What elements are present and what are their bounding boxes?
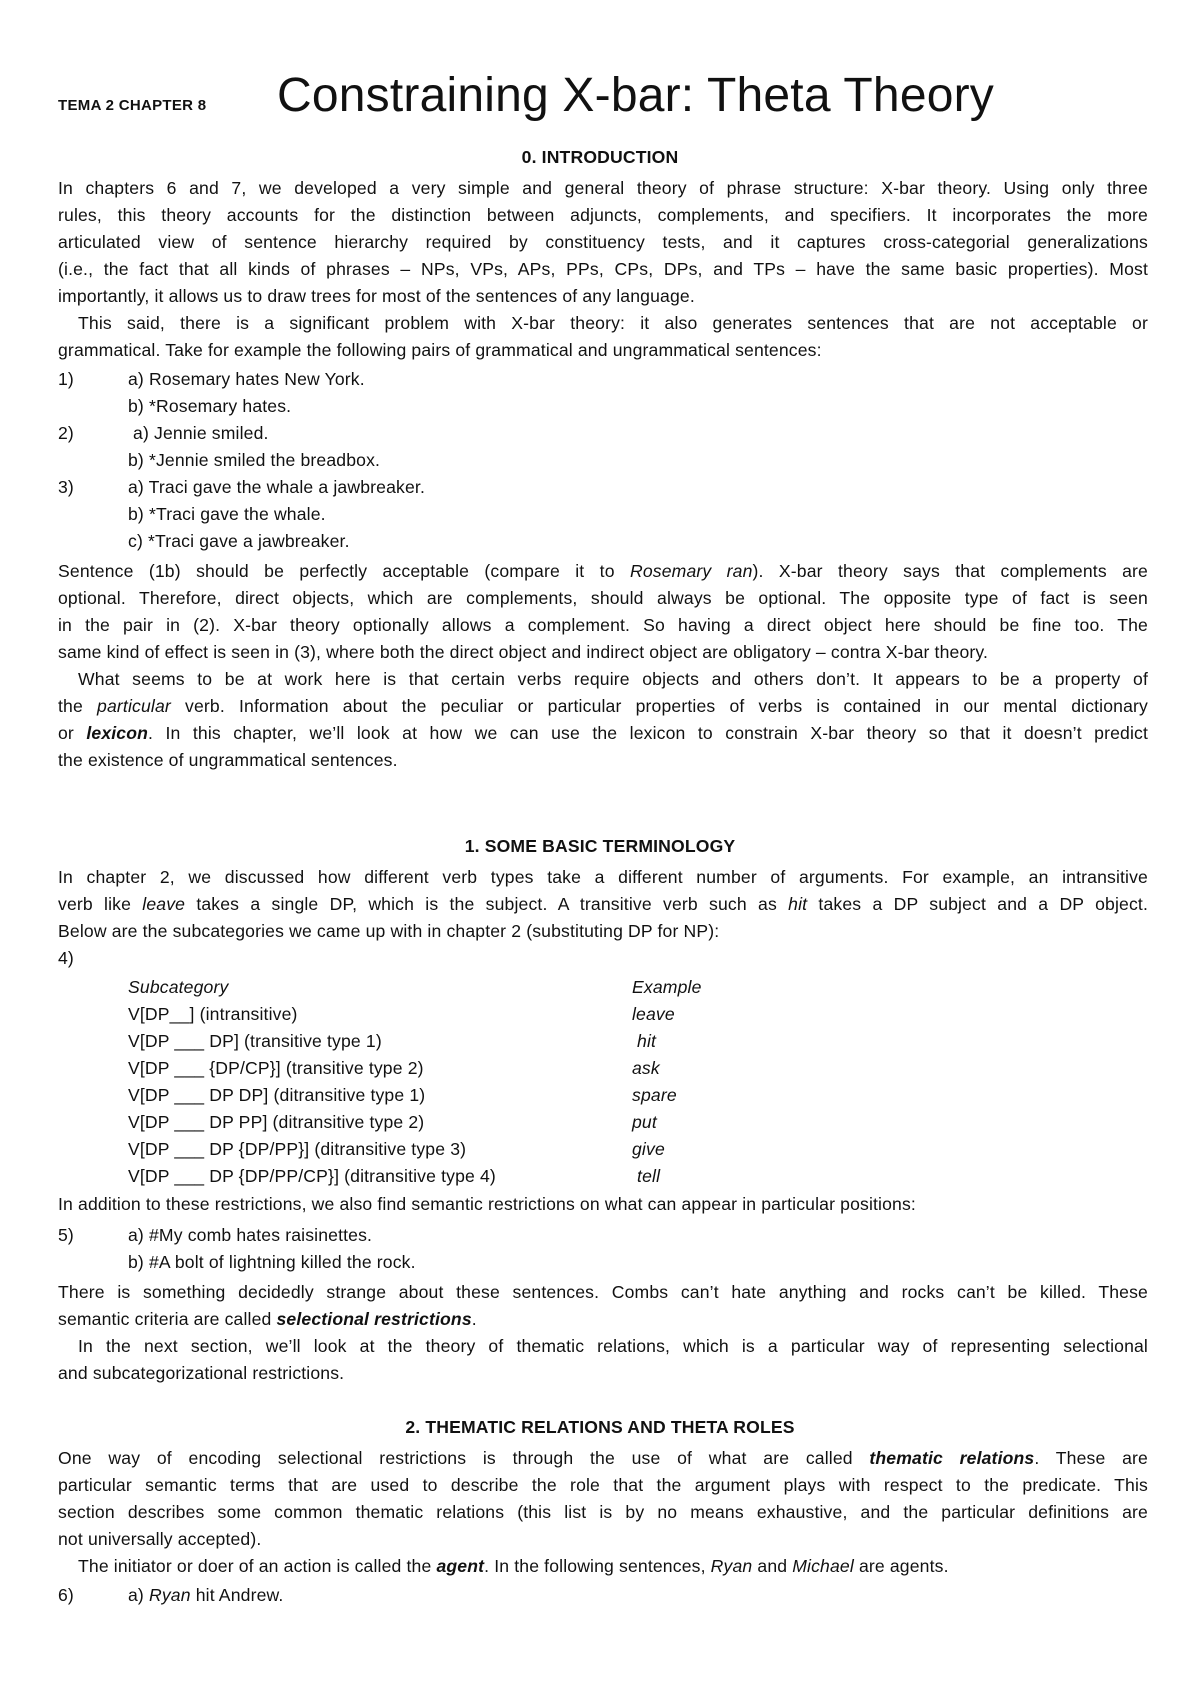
italic-term: leave	[142, 894, 186, 914]
chapter-label: TEMA 2 CHAPTER 8	[58, 97, 207, 114]
s1-p3-line	[58, 1306, 1148, 1333]
text-span: hit Andrew.	[190, 1585, 284, 1605]
intro-p1-line: In chapters 6 and 7, we developed a very simple and general theory of phrase structure: X-bar theory. Using only three	[58, 178, 1148, 198]
intro-p3-line	[58, 558, 1148, 585]
s1-p1-line: Below are the subcategories we came up with in chapter 2 (substituting DP for NP):	[58, 921, 720, 941]
subcat-cell: V[DP ___ DP {DP/PP/CP}] (ditransitive type 4)	[128, 1166, 496, 1186]
example-number: 2)	[58, 423, 74, 443]
example-b: b) *Traci gave the whale.	[128, 504, 326, 524]
italic-term: Ryan	[710, 1556, 753, 1576]
example-cell: tell	[632, 1166, 661, 1186]
example-a: a) Traci gave the whale a jawbreaker.	[128, 477, 425, 497]
text-span: a)	[128, 1585, 149, 1605]
text-span: or	[58, 723, 87, 743]
intro-p1-line: rules, this theory accounts for the distinction between adjuncts, complements, and specifiers. It incorporates the more	[58, 205, 1148, 225]
intro-p2-line: grammatical. Take for example the following pairs of grammatical and ungrammatical sentences:	[58, 340, 822, 360]
key-term: thematic relations	[869, 1448, 1035, 1468]
example-cell: ask	[632, 1058, 660, 1078]
intro-p1-line: importantly, it allows us to draw trees for most of the sentences of any language.	[58, 286, 695, 306]
subcat-col-header: Subcategory	[128, 977, 229, 997]
text-span: the	[58, 696, 98, 716]
page-title: Constraining X-bar: Theta Theory	[277, 69, 995, 122]
text-span: One way of encoding selectional restrictions is through the use of what are called	[58, 1448, 870, 1468]
subcat-cell: V[DP ___ DP PP] (ditransitive type 2)	[128, 1112, 425, 1132]
text-span: .	[471, 1309, 477, 1329]
s1-p1-line	[58, 891, 1148, 918]
italic-term: particular	[97, 696, 171, 716]
example-4-number: 4)	[58, 948, 74, 968]
intro-p4-line: the existence of ungrammatical sentences.	[58, 750, 398, 770]
intro-p1-line: (i.e., the fact that all kinds of phrases – NPs, VPs, APs, PPs, CPs, DPs, and TPs – have the same basic properties). Most	[58, 259, 1148, 279]
intro-p2-line: This said, there is a significant problem with X-bar theory: it also generates sentences that are not acceptable or	[78, 313, 1148, 333]
text-span: verb. Information about the peculiar or particular properties of verbs is contained in our mental dictionary	[170, 696, 1149, 716]
intro-p4-line	[58, 693, 1148, 720]
text-span: takes a DP subject and a DP object.	[807, 894, 1148, 914]
text-span: takes a single DP, which is the subject. A transitive verb such as	[185, 894, 789, 914]
text-span: and	[752, 1556, 793, 1576]
example-cell: put	[632, 1112, 657, 1132]
s1-p4-line: In the next section, we’ll look at the theory of thematic relations, which is a particular way of representing selectional	[78, 1336, 1148, 1356]
key-term: lexicon	[86, 723, 149, 743]
s1-p2: In addition to these restrictions, we also find semantic restrictions on what can appear in particular positions:	[58, 1194, 916, 1214]
intro-p3-line: optional. Therefore, direct objects, which are complements, should always be optional. The opposite type of fact is seen	[58, 588, 1148, 608]
key-term: selectional restrictions	[276, 1309, 472, 1329]
example-number: 6)	[58, 1585, 74, 1605]
text-span: are agents.	[853, 1556, 949, 1576]
example-a: a) #My comb hates raisinettes.	[128, 1225, 373, 1245]
subcat-cell: V[DP ___ DP DP] (ditransitive type 1)	[128, 1085, 426, 1105]
s2-p1-line: section describes some common thematic relations (this list is by no means exhaustive, and the particular definitions are	[58, 1502, 1148, 1522]
subcat-cell: V[DP ___ DP] (transitive type 1)	[128, 1031, 382, 1051]
text-span: Sentence (1b) should be perfectly acceptable (compare it to	[58, 561, 630, 581]
s2-p1-line: particular semantic terms that are used to describe the role that the argument plays with respect to the predicate. This	[58, 1475, 1148, 1495]
italic-term: Rosemary ran	[629, 561, 753, 581]
s2-p1-line	[58, 1445, 1148, 1472]
example-number: 3)	[58, 477, 74, 497]
example-b: b) *Jennie smiled the breadbox.	[128, 450, 381, 470]
s2-p1-line: not universally accepted).	[58, 1529, 262, 1549]
key-term: agent	[436, 1556, 485, 1576]
text-span: The initiator or doer of an action is called the	[78, 1556, 437, 1576]
example-a	[128, 1582, 283, 1609]
example-number: 5)	[58, 1225, 74, 1245]
text-span: . In the following sentences,	[484, 1556, 711, 1576]
intro-p4-line	[58, 720, 1148, 747]
text-span: . These are	[1034, 1448, 1148, 1468]
example-number: 1)	[58, 369, 74, 389]
text-span: ). X-bar theory says that complements are	[752, 561, 1148, 581]
s2-p2-line	[78, 1553, 1168, 1580]
example-a: a) Rosemary hates New York.	[128, 369, 365, 389]
italic-term: Michael	[792, 1556, 854, 1576]
text-span: semantic criteria are called	[58, 1309, 277, 1329]
example-a: a) Jennie smiled.	[128, 423, 269, 443]
example-cell: give	[632, 1139, 665, 1159]
intro-p1-line: articulated view of sentence hierarchy required by constituency tests, and it captures cross-categorial generalizations	[58, 232, 1148, 252]
subcat-cell: V[DP__] (intransitive)	[128, 1004, 298, 1024]
subcat-cell: V[DP ___ DP {DP/PP}] (ditransitive type 3)	[128, 1139, 467, 1159]
section-heading-thematic-relations: 2. THEMATIC RELATIONS AND THETA ROLES	[405, 1417, 795, 1437]
section-heading-introduction: 0. INTRODUCTION	[521, 147, 679, 167]
s1-p3-line: There is something decidedly strange about these sentences. Combs can’t hate anything and rocks can’t be killed. These	[58, 1282, 1148, 1302]
section-heading-terminology: 1. SOME BASIC TERMINOLOGY	[464, 836, 736, 856]
text-span: . In this chapter, we’ll look at how we can use the lexicon to constrain X-bar theory so that it doesn’t predict	[148, 723, 1148, 743]
example-cell: spare	[632, 1085, 677, 1105]
intro-p4-line: What seems to be at work here is that certain verbs require objects and others don’t. It appears to be a property of	[78, 669, 1148, 689]
example-cell: hit	[632, 1031, 657, 1051]
s1-p1-line: In chapter 2, we discussed how different verb types take a different number of arguments. For example, an intransitive	[58, 867, 1148, 887]
intro-p3-line: same kind of effect is seen in (3), where both the direct object and indirect object are obligatory – contra X-bar theory.	[58, 642, 989, 662]
example-c: c) *Traci gave a jawbreaker.	[128, 531, 350, 551]
intro-p3-line: in the pair in (2). X-bar theory optionally allows a complement. So having a direct object here should be fine too. The	[58, 615, 1148, 635]
s1-p4-line: and subcategorizational restrictions.	[58, 1363, 345, 1383]
example-cell: leave	[632, 1004, 675, 1024]
example-b: b) #A bolt of lightning killed the rock.	[128, 1252, 416, 1272]
text-span: verb like	[58, 894, 143, 914]
italic-term: Ryan	[148, 1585, 191, 1605]
subcat-cell: V[DP ___ {DP/CP}] (transitive type 2)	[128, 1058, 424, 1078]
example-b: b) *Rosemary hates.	[128, 396, 292, 416]
example-col-header: Example	[632, 977, 702, 997]
italic-term: hit	[788, 894, 808, 914]
